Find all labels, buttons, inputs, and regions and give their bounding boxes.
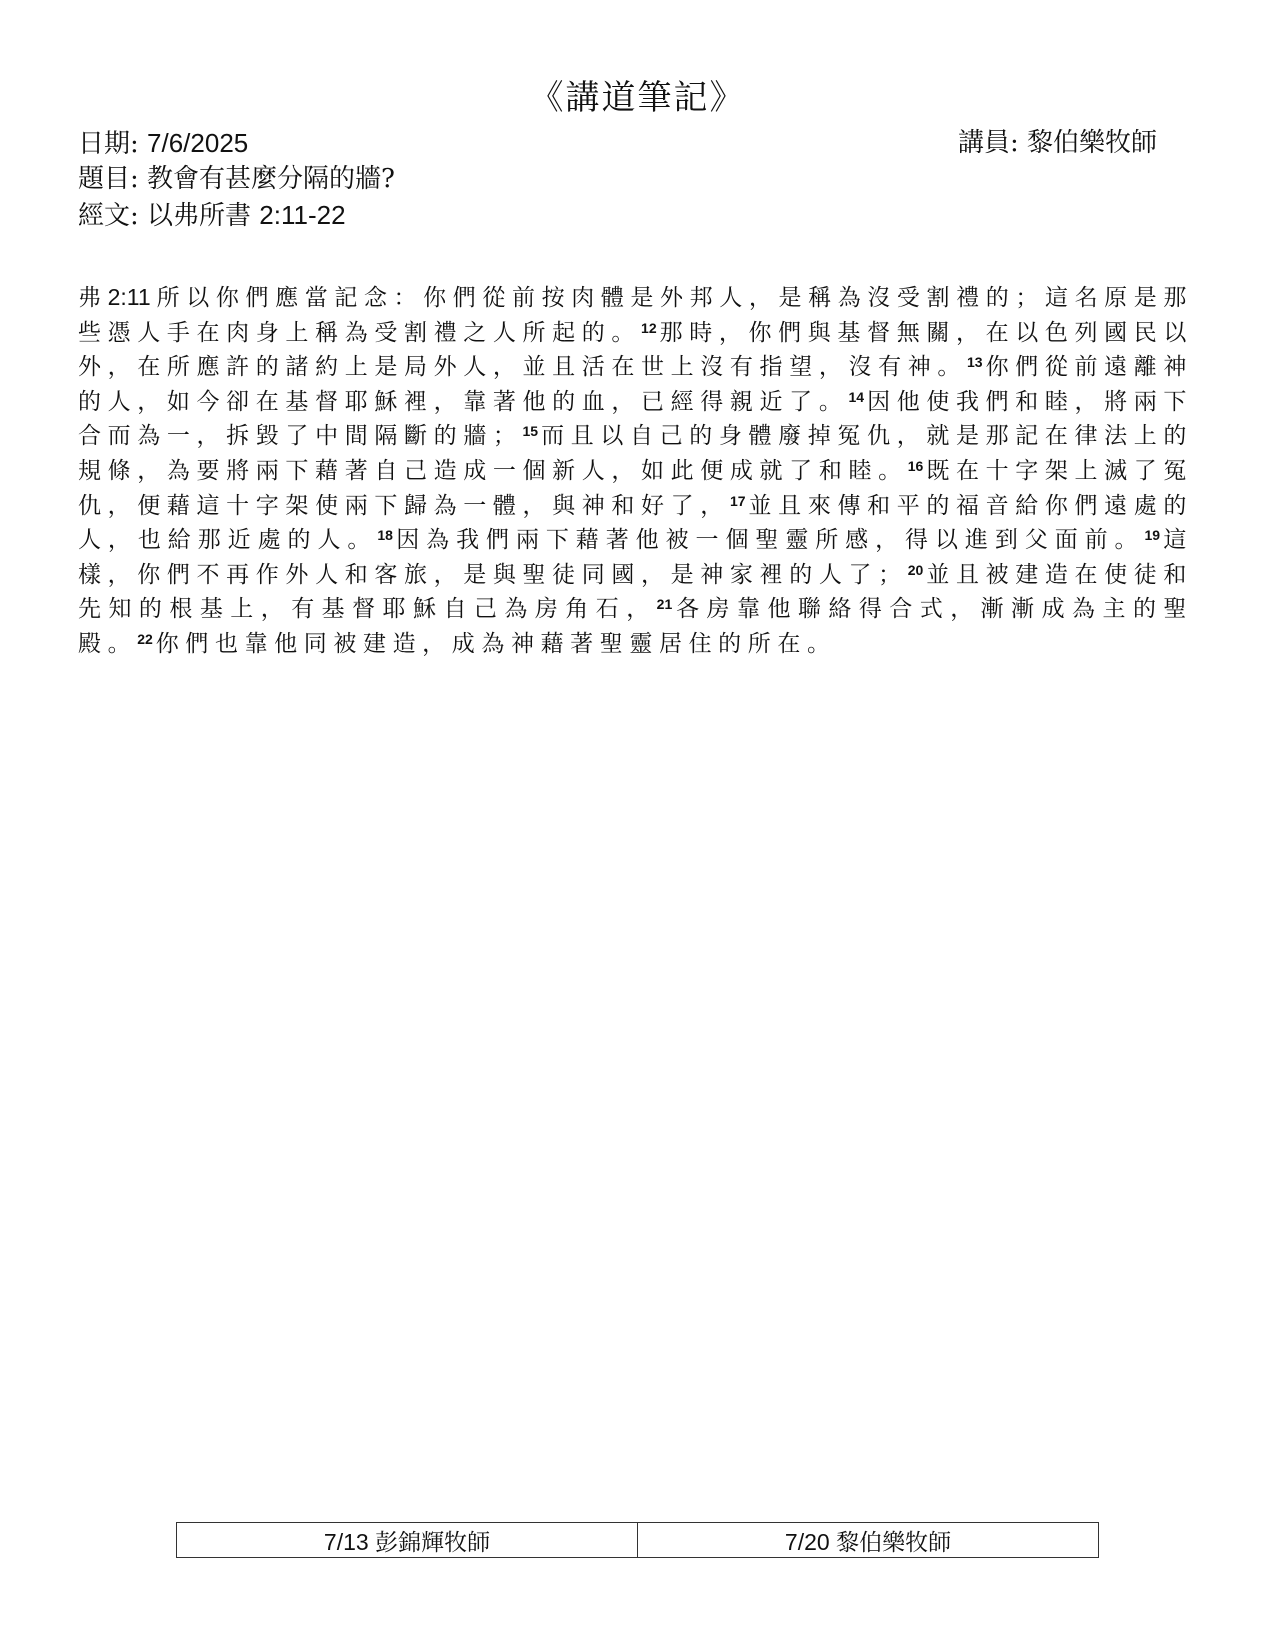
topic-value: 教會有甚麼分隔的牆? [147, 164, 395, 194]
speaker-line [958, 126, 1157, 160]
verse-number: 22 [137, 630, 153, 647]
scripture-text-label: 經文: [78, 201, 148, 231]
verse-text: 你們從前遠離神的人，如今卻在基督耶穌裡，靠著他的血，已經得親近了。 [78, 354, 1194, 415]
scripture-text-line [78, 198, 346, 233]
scripture-text-book: 以弗所書 [147, 201, 260, 231]
schedule-date: 7/20 [784, 1528, 837, 1555]
verse-text: 而且以自己的身體廢掉冤仇，就是那記在律法上的規條，為要將兩下藉著自己造成一個新人，如此便成就了和睦。 [78, 423, 1194, 484]
verse-number: 21 [656, 596, 673, 613]
upcoming-schedule-table [176, 1522, 1099, 1558]
topic-label: 題目: [78, 164, 148, 194]
verse-text: 並且來傳和平的福音給你們遠處的人，也給那近處的人。 [78, 492, 1194, 554]
verse-number: 17 [729, 492, 746, 509]
verse-text: 因為我們兩下藉著他被一個聖靈所感，得以進到父面前。 [395, 527, 1145, 554]
verse-text: 你們也靠他同被建造，成為神藉著聖靈居住的所在。 [155, 630, 837, 657]
schedule-cell [638, 1523, 1099, 1558]
table-row [177, 1523, 1099, 1558]
date-line [78, 126, 248, 161]
schedule-preacher: 黎伯樂牧師 [836, 1529, 952, 1556]
date-value: 7/6/2025 [147, 128, 249, 158]
speaker-label: 講員: [957, 128, 1027, 158]
date-label: 日期: [78, 129, 148, 159]
verse-number: 14 [848, 388, 865, 405]
topic-line [78, 162, 395, 196]
verse-number: 16 [907, 457, 924, 474]
schedule-cell [177, 1523, 638, 1558]
verse-number: 18 [377, 527, 393, 544]
verse-text: 並且被建造在使徒和先知的根基上，有基督耶穌自己為房角石， [78, 561, 1193, 623]
schedule-date: 7/13 [323, 1528, 376, 1555]
page-title: 《講道筆記》 [529, 78, 746, 118]
scripture-passage [78, 280, 1193, 662]
verse-text: 既在十字架上滅了冤仇，便藉這十字架使兩下歸為一體，與神和好了， [78, 457, 1193, 519]
scripture-text-range: 2:11-22 [259, 200, 346, 230]
verse-11-text: 所以你們應當記念：你們從前按肉體是外邦人，是稱為沒受割禮的；這名原是那些憑人手在肉身上稱為受割禮之人所起的。 [78, 285, 1193, 346]
verse-text: 因他使我們和睦，將兩下合而為一，拆毀了中間隔斷的牆； [78, 388, 1193, 450]
verse-text: 這樣，你們不再作外人和客旅，是與聖徒同國，是神家裡的人了； [78, 527, 1194, 588]
verse-number: 13 [967, 354, 983, 371]
scripture-ref-number: 2:11 [107, 284, 151, 310]
verse-number: 19 [1144, 527, 1161, 544]
verse-number: 15 [522, 423, 539, 440]
schedule-preacher: 彭錦輝牧師 [375, 1529, 491, 1556]
verse-number: 20 [907, 561, 924, 578]
verse-number: 12 [641, 319, 657, 336]
scripture-ref-book: 弗 [78, 285, 108, 311]
verse-text: 各房靠他聯絡得合式，漸漸成為主的聖殿。 [78, 596, 1194, 657]
verse-text: 那時，你們與基督無關，在以色列國民以外，在所應許的諸約上是局外人，並且活在世上沒有指望，沒有神。 [78, 319, 1193, 381]
speaker-name: 黎伯樂牧師 [1026, 128, 1157, 158]
